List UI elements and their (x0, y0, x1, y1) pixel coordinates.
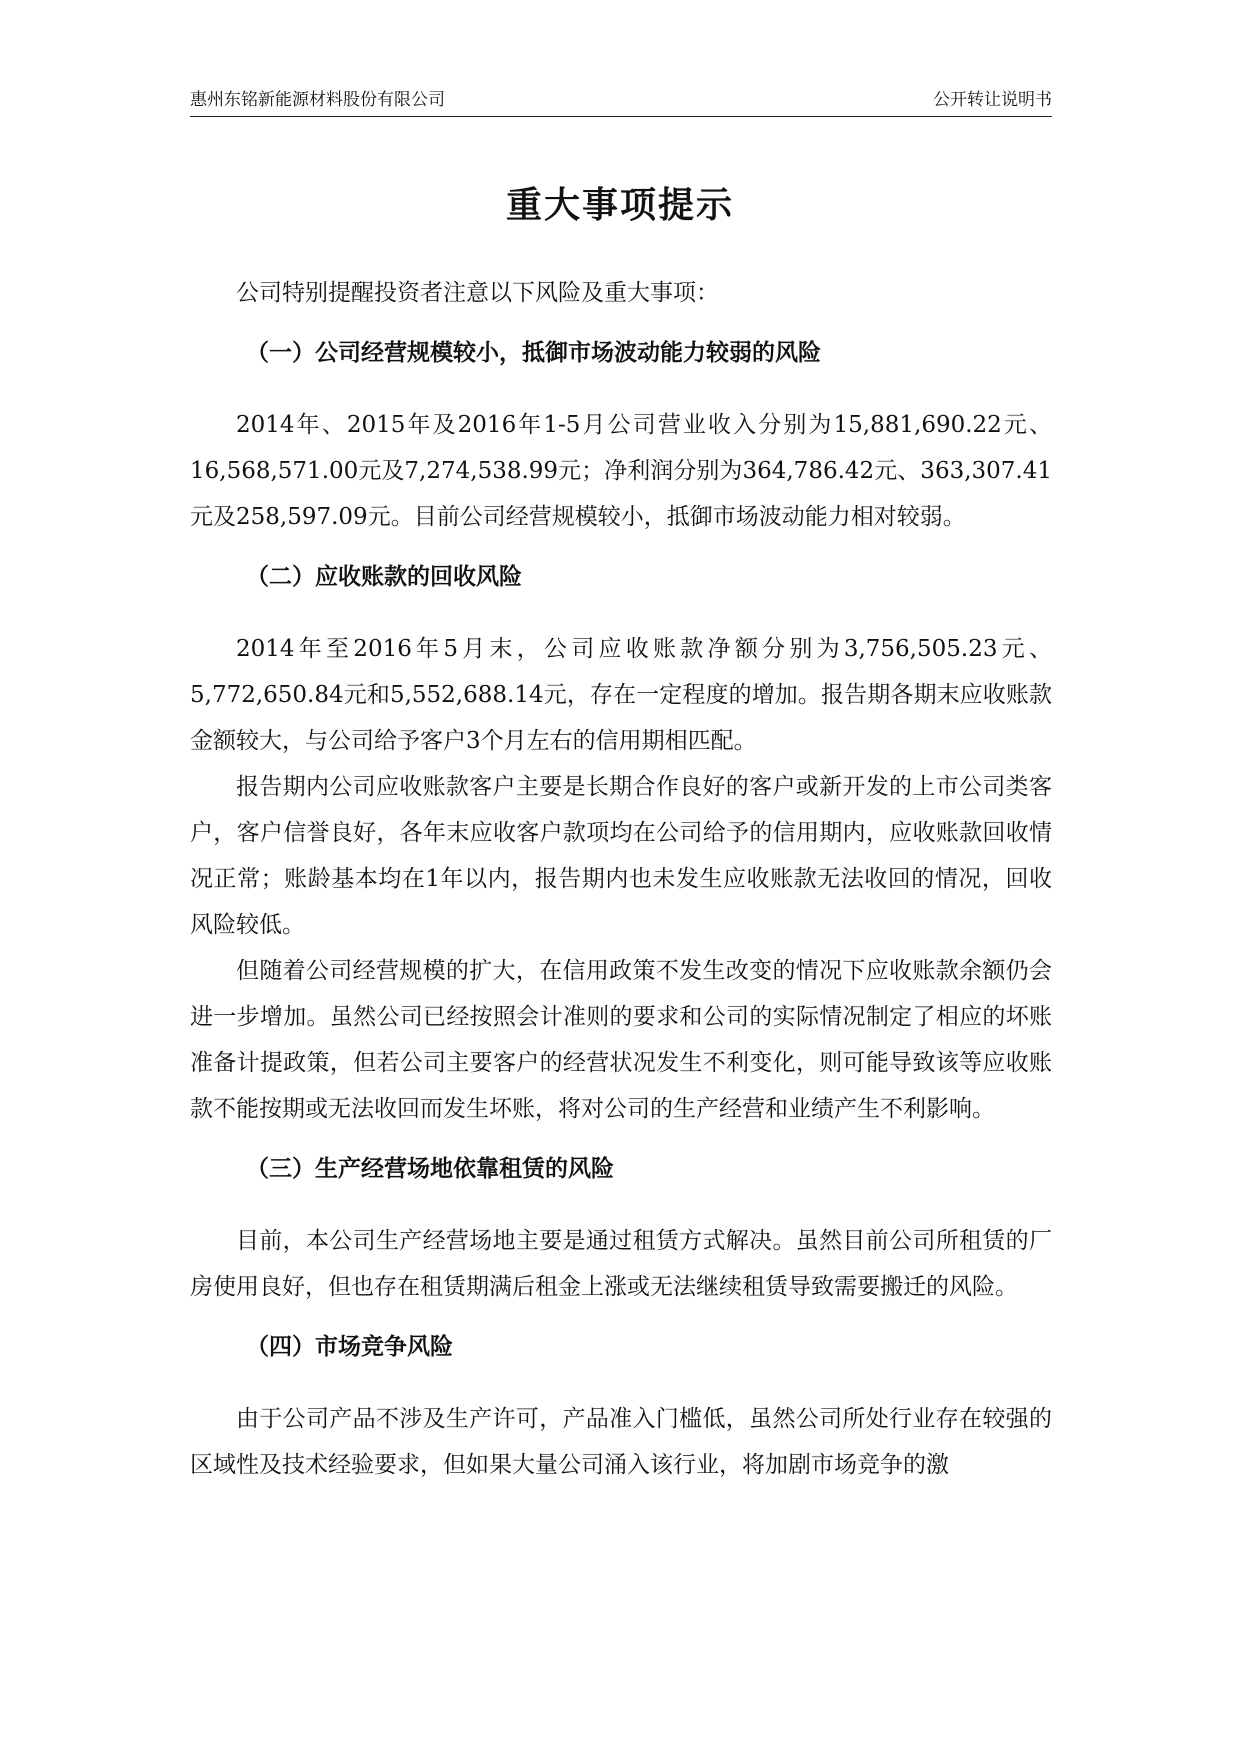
intro-paragraph: 公司特别提醒投资者注意以下风险及重大事项： (236, 280, 719, 306)
section-paragraph: 目前，本公司生产经营场地主要是通过租赁方式解决。虽然目前公司所租赁的厂房使用良好，但也存在租赁期满后租金上涨或无法继续租赁导致需要搬迁的风险。 (190, 1228, 1052, 1300)
section-heading: （二）应收账款的回收风险 (246, 563, 522, 590)
section-heading: （一）公司经营规模较小，抵御市场波动能力较弱的风险 (246, 339, 821, 366)
section-heading: （三）生产经营场地依靠租赁的风险 (246, 1155, 614, 1182)
section-paragraph: 2014年、2015年及2016年1-5月公司营业收入分别为15,881,690.22元、16,568,571.00元及7,274,538.99元；净利润分别为364,786.42元、363,307.41元及258,597.09元。目前公司经营规模较小，抵御市场波动能力相对较弱。 (190, 412, 1052, 530)
section-paragraph: 由于公司产品不涉及生产许可，产品准入门槛低，虽然公司所处行业存在较强的区域性及技术经验要求，但如果大量公司涌入该行业，将加剧市场竞争的激 (190, 1406, 1052, 1478)
section-paragraph: 但随着公司经营规模的扩大，在信用政策不发生改变的情况下应收账款余额仍会进一步增加。虽然公司已经按照会计准则的要求和公司的实际情况制定了相应的坏账准备计提政策，但若公司主要客户的经营状况发生不利变化，则可能导致该等应收账款不能按期或无法收回而发生坏账，将对公司的生产经营和业绩产生不利影响。 (190, 958, 1052, 1122)
header-document-type: 公开转让说明书 (933, 90, 1052, 110)
document-body (190, 270, 1052, 1498)
section-paragraph: 报告期内公司应收账款客户主要是长期合作良好的客户或新开发的上市公司类客户，客户信誉良好，各年末应收客户款项均在公司给予的信用期内，应收账款回收情况正常；账龄基本均在1年以内，报告期内也未发生应收账款无法收回的情况，回收风险较低。 (190, 774, 1052, 938)
page-header (190, 88, 1052, 117)
section-2 (190, 554, 1052, 1132)
section-1 (190, 330, 1052, 540)
section-paragraph: 2014年至2016年5月末，公司应收账款净额分别为3,756,505.23元、5,772,650.84元和5,552,688.14元，存在一定程度的增加。报告期各期末应收账款金额较大，与公司给予客户3个月左右的信用期相匹配。 (190, 636, 1052, 754)
section-heading: （四）市场竞争风险 (246, 1333, 453, 1360)
section-3 (190, 1146, 1052, 1310)
header-company-name: 惠州东铭新能源材料股份有限公司 (190, 90, 445, 110)
section-4 (190, 1324, 1052, 1488)
page-title: 重大事项提示 (505, 184, 734, 226)
